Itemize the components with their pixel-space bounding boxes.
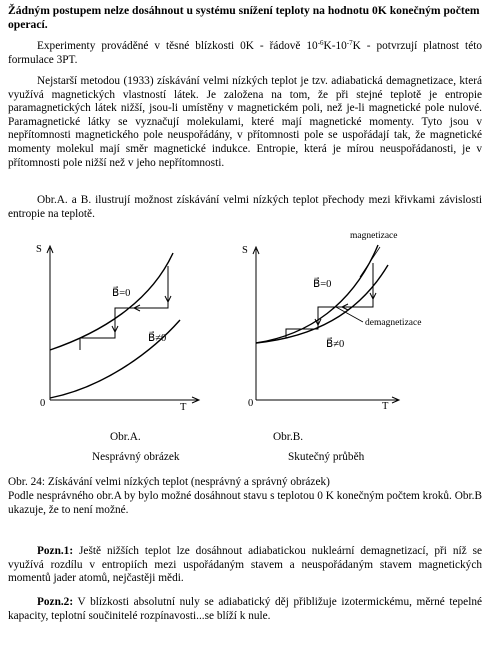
- axis-x-label: T: [180, 402, 187, 413]
- figure-b-caption: Skutečný průběh: [288, 451, 365, 463]
- origin-label: 0: [248, 398, 254, 409]
- axis-y-label: S: [242, 245, 248, 256]
- para1-exp2: -7: [346, 39, 353, 47]
- page-heading: Žádným postupem nelze dosáhnout u systému snížení teploty na hodnotu 0K konečným počtem operací.: [8, 4, 480, 31]
- paragraph-experiments: [8, 40, 482, 67]
- curve-bn0: [256, 265, 388, 343]
- figure-b: [238, 225, 438, 413]
- axis-y-label: S: [36, 244, 42, 255]
- note-1-label: Pozn.1:: [37, 545, 74, 557]
- leader-magnetizace: [360, 247, 380, 277]
- note-2-text: V blízkosti absolutní nuly se adiabatický děj přibližuje izotermickému, měrné tepelné kapacity, teplotní součinitelé rozpínavosti...se blíží k nule.: [8, 596, 482, 622]
- paragraph-figure-intro: Obr.A. a B. ilustrují možnost získávání velmi nízkých teplot přechody mezi křivkami závislosti entropie na teplotě.: [8, 194, 482, 220]
- para1-before: Experimenty prováděné v těsné blízkosti 0K - řádově 10: [37, 40, 318, 52]
- label-b0: B⃗=0: [112, 288, 131, 299]
- para1-mid: K-10: [323, 40, 347, 52]
- label-magnetizace: magnetizace: [350, 231, 398, 241]
- paragraph-demagnetization: Nejstarší metodou (1933) získávání velmi nízkých teplot je tzv. adiabatická demagnetizace, která využívá magnetických vlastností látek. Je založena na tom, že při stejné teplotě je entropie paramagnetických látek nižší, jsou-li umístěny v magnetickém poli, než je-li magnetické pole nulové. Paramagnetické látky se vyznačují molekulami, které mají magnetické momenty. Tyto jsou v nepřítomnosti magnetického pole neuspořádány, v přítomnosti pole se uspořádají tak, že magnetické momenty molekul mají směr magnetické indukce. Entropie, která je mírou neuspořádanosti, je v přítomnosti pole nižší než v jeho nepřítomnosti.: [8, 75, 482, 169]
- note-1-text: Ještě nižších teplot lze dosáhnout adiabatickou nukleární demagnetizací, při níž se využívá rozdílu v entropiích mezi uspořádaným stavem a neuspořádaným stavem magnetických momentů jader atomů, nejčastěji mědi.: [8, 545, 482, 585]
- label-bn0: B⃗≠0: [326, 339, 345, 350]
- figure-caption: Obr. 24: Získávání velmi nízkých teplot (nesprávný a správný obrázek): [8, 476, 330, 488]
- label-demagnetizace: demagnetizace: [365, 318, 422, 328]
- figure-a: [30, 238, 205, 413]
- axis-x-label: T: [382, 401, 389, 412]
- origin-label: 0: [40, 398, 46, 409]
- figure-b-title: Obr.B.: [273, 431, 304, 443]
- paragraph-conclusion: Podle nesprávného obr.A by bylo možné dosáhnout stavu s teplotou 0 K konečným počtem kroků. Obr.B ukazuje, že to není možné.: [8, 490, 482, 516]
- label-bn0: B⃗≠0: [148, 333, 167, 344]
- label-b0: B⃗=0: [313, 279, 332, 290]
- note-2: [8, 596, 482, 623]
- note-1: [8, 545, 482, 586]
- note-2-label: Pozn.2:: [37, 596, 74, 608]
- figure-a-caption: Nesprávný obrázek: [92, 451, 180, 463]
- figure-a-title: Obr.A.: [110, 431, 141, 443]
- para1-after: K - potvrzují platnost této formulace 3PT.: [8, 40, 482, 66]
- para1-exp1: -6: [317, 39, 324, 47]
